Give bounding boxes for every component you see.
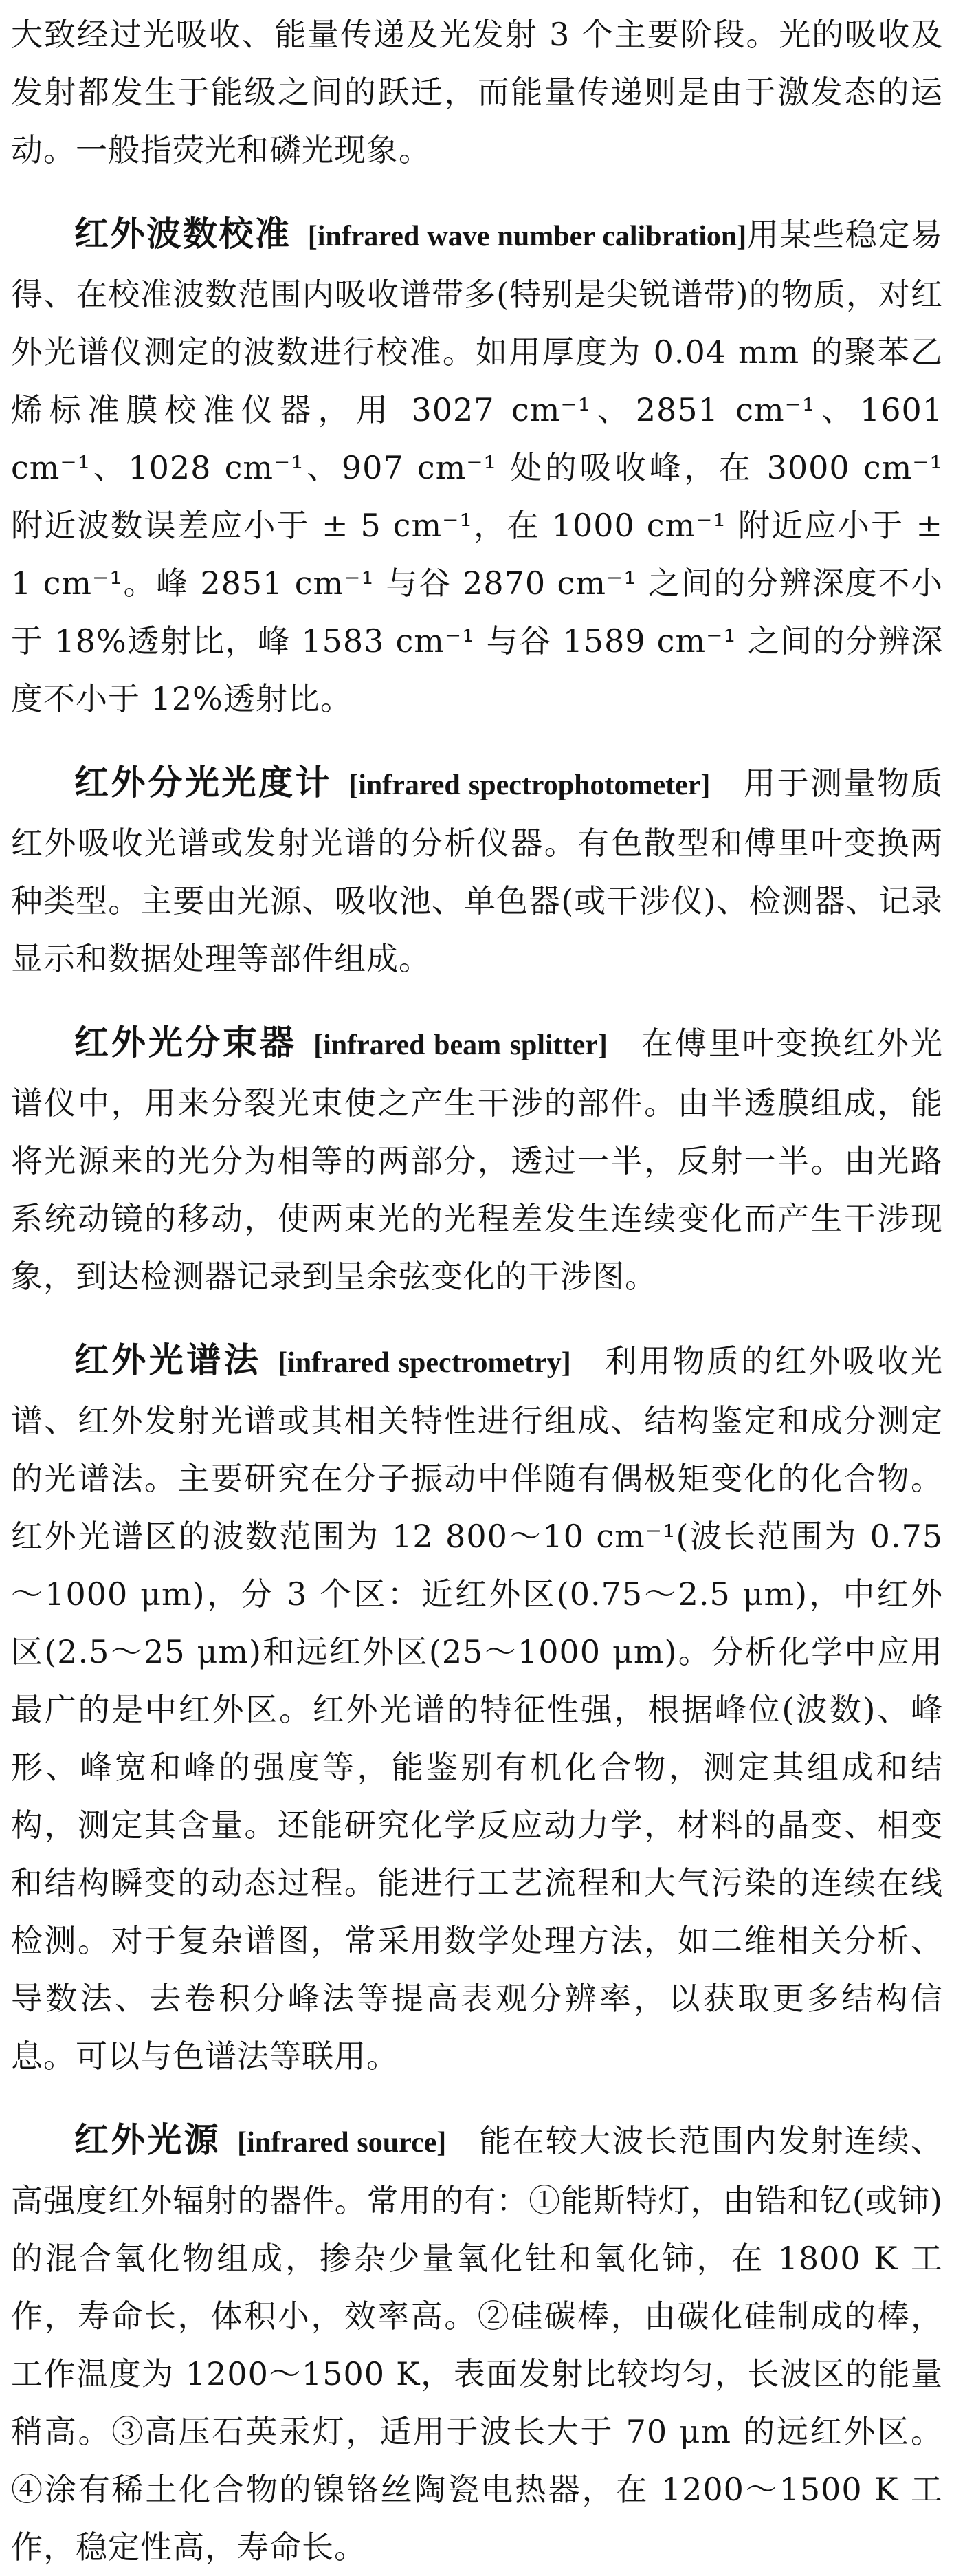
entry-definition: 利用物质的红外吸收光谱、红外发射光谱或其相关特性进行组成、结构鉴定和成分测定的光谱法。主要研究在分子振动中伴随有偶极矩变化的化合物。红外光谱区的波数范围为 12 800～10 cm⁻¹(波长范围为 0.75～1000 μm)，分 3 个区：近红外区(0.75～2.5 μm)，中红外区(2.5～25 μm)和远红外区(25～1000 μm)。分析化学中应用最广的是中红外区。红外光谱的特征性强，根据峰位(波数)、峰形、峰宽和峰的强度等，能鉴别有机化合物，测定其组成和结构，测定其含量。还能研究化学反应动力学，材料的晶变、相变和结构瞬变的动态过程。能进行工艺流程和大气污染的连续在线检测。对于复杂谱图，常采用数学处理方法，如二维相关分析、导数法、去卷积分峰法等提高表观分辨率，以获取更多结构信息。可以与色谱法等联用。 — [11, 1342, 944, 2075]
entry-definition: 用于测量物质红外吸收光谱或发射光谱的分析仪器。有色散型和傅里叶变换两种类型。主要由光源、吸收池、单色器(或干涉仪)、检测器、记录显示和数据处理等部件组成。 — [11, 765, 943, 977]
entry-gap — [11, 728, 943, 754]
entry-english-term: [infrared source] — [237, 2127, 447, 2159]
entry-term: 红外光分束器 — [74, 1023, 298, 1062]
entry-definition: 在傅里叶变换红外光谱仪中，用来分裂光束使之产生干涉的部件。由半透膜组成，能将光源来的光分为相等的两部分，透过一半，反射一半。由光路系统动镜的移动，使两束光的光程差发生连续变化而产生干涉现象，到达检测器记录到呈余弦变化的干涉图。 — [11, 1025, 944, 1295]
entry-english-term: [infrared spectrophotometer] — [348, 769, 711, 801]
entry-gap — [11, 179, 943, 205]
entry-gap — [11, 2085, 943, 2111]
entry-definition: 用某些稳定易得、在校准波数范围内吸收谱带多(特别是尖锐谱带)的物质，对红外光谱仪测定的波数进行校准。如用厚度为 0.04 mm 的聚苯乙烯标准膜校准仪器，用 3027 cm⁻¹、2851 cm⁻¹、1601 cm⁻¹、1028 cm⁻¹、907 cm⁻¹ 处的吸收峰，在 3000 cm⁻¹ 附近波数误差应小于 ± 5 cm⁻¹，在 1000 cm⁻¹ 附近应小于 ± 1 cm⁻¹。峰 2851 cm⁻¹ 与谷 2870 cm⁻¹ 之间的分辨深度不小于 18%透射比，峰 1583 cm⁻¹ 与谷 1589 cm⁻¹ 之间的分辨深度不小于 12%透射比。 — [11, 216, 944, 717]
entry-infrared-wave-number-calibration — [11, 205, 943, 728]
entry-infrared-spectrophotometer — [11, 754, 943, 987]
entry-definition: 能在较大波长范围内发射连续、高强度红外辐射的器件。常用的有：①能斯特灯，由锆和钇(或铈)的混合氧化物组成，掺杂少量氧化钍和氧化铈，在 1800 K 工作，寿命长，体积小，效率高。②硅碳棒，由碳化硅制成的棒，工作温度为 1200～1500 K，表面发射比较均匀，长波区的能量稍高。③高压石英汞灯，适用于波长大于 70 μm 的远红外区。④涂有稀土化合物的镍铬丝陶瓷电热器，在 1200～1500 K 工作，稳定性高，寿命长。 — [11, 2122, 943, 2566]
entry-gap — [11, 987, 943, 1014]
entry-term: 红外光谱法 — [74, 1340, 262, 1380]
entry-term: 红外波数校准 — [74, 214, 291, 254]
intro-paragraph: 大致经过光吸收、能量传递及光发射 3 个主要阶段。光的吸收及发射都发生于能级之间的跃迁，而能量传递则是由于激发态的运动。一般指荧光和磷光现象。 — [11, 16, 943, 168]
entry-term: 红外分光光度计 — [74, 763, 333, 803]
entry-english-term: [infrared beam splitter] — [313, 1029, 608, 1061]
entry-infrared-spectrometry — [11, 1331, 943, 2085]
entry-infrared-source — [11, 2111, 943, 2576]
entry-gap — [11, 1305, 943, 1331]
entry-term: 红外光源 — [74, 2120, 221, 2160]
entry-infrared-beam-splitter — [11, 1014, 943, 1305]
entry-english-term: [infrared spectrometry] — [278, 1347, 571, 1379]
entry-english-term: [infrared wave number calibration] — [307, 221, 747, 252]
